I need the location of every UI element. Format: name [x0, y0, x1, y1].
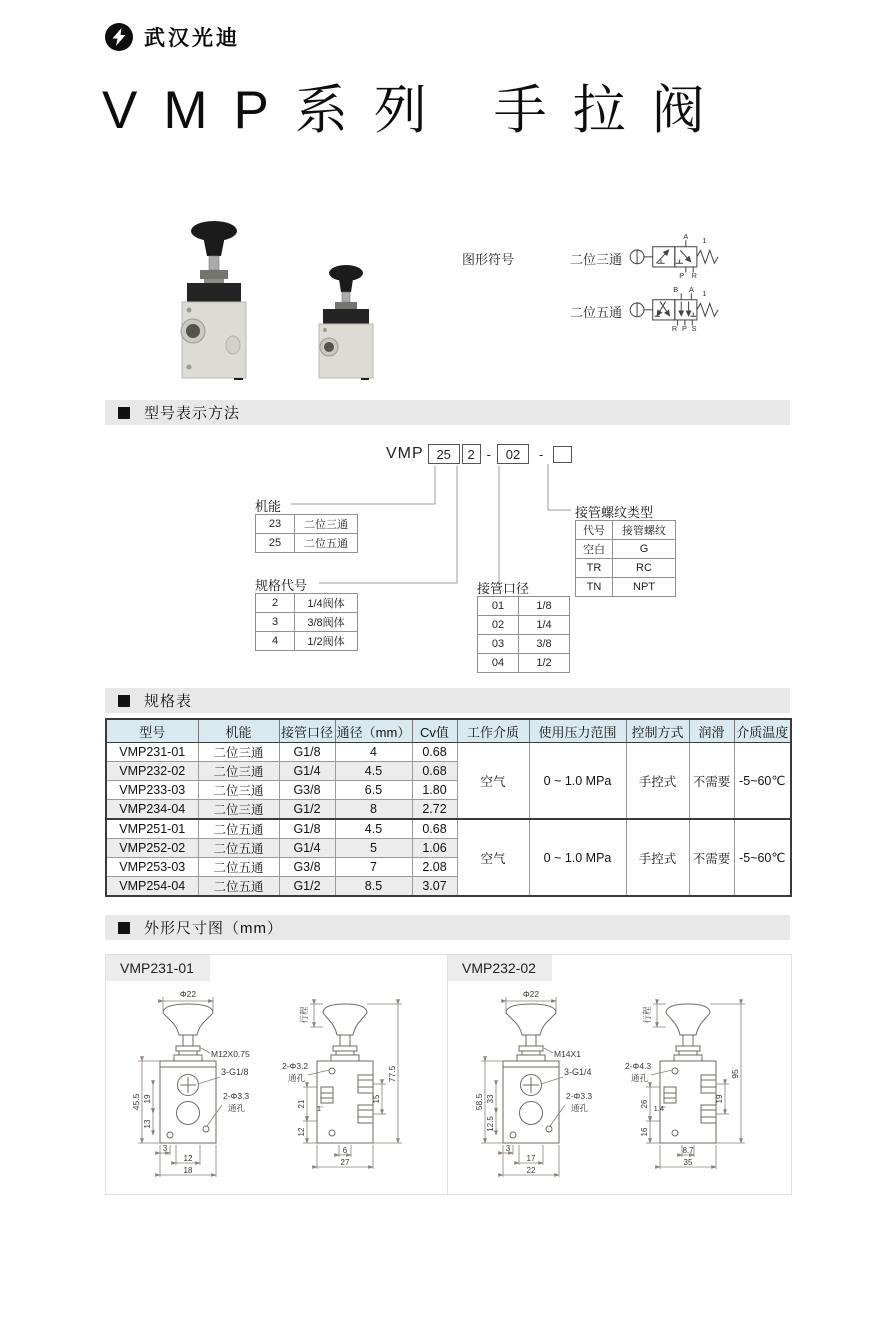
cell: 1.80: [412, 781, 457, 800]
dim-thread-spec: M12X0.75: [211, 1049, 250, 1059]
section-title: 外形尺寸图（mm）: [144, 920, 283, 937]
dim-h2: 16: [640, 1127, 649, 1137]
dim-hole-label: 通孔: [571, 1103, 589, 1113]
cell: 二位三通: [198, 800, 279, 820]
dim-thread-spec: M14X1: [554, 1049, 581, 1059]
dim-total-width: 22: [526, 1166, 536, 1175]
table-row: [576, 559, 676, 578]
brand-name: 武汉光迪: [144, 27, 240, 50]
dim-hole-spec: 2-Φ3.3: [566, 1091, 593, 1101]
symbol-name-3way: 二位三通: [570, 252, 623, 267]
cell: 二位五通: [198, 877, 279, 897]
dim-low-height: 13: [143, 1119, 152, 1129]
cell: 空白: [576, 540, 613, 559]
cell: TR: [576, 559, 613, 578]
cell: 4.5: [335, 762, 412, 781]
cell-lubrication: 不需要: [689, 743, 734, 820]
dim-port-span: 19: [715, 1094, 724, 1104]
cell: 二位三通: [198, 781, 279, 800]
dim-h2: 12: [297, 1127, 306, 1137]
col-header: 型号: [106, 719, 198, 743]
table-row: [256, 594, 358, 613]
symbol-ports-top: B A: [673, 285, 699, 294]
cell: 二位五通: [198, 819, 279, 839]
cell-medium: 空气: [457, 819, 529, 896]
cell: G1/4: [279, 839, 335, 858]
section-title: 规格表: [144, 693, 193, 710]
dim-offset: 3: [162, 1144, 168, 1153]
cell: 04: [478, 654, 519, 673]
col-header: 润滑: [689, 719, 734, 743]
dim-hole-spec: 2-Φ4.3: [625, 1061, 652, 1071]
section-spec-table: [105, 688, 790, 713]
section-dimensions: [105, 915, 790, 940]
dim-low-height: 12.5: [486, 1116, 495, 1132]
dim-b1: 6: [342, 1146, 348, 1155]
cell: 二位五通: [198, 839, 279, 858]
dim-mid-height: 19: [143, 1094, 152, 1104]
cell: 25: [256, 534, 295, 553]
dim-mid-width: 17: [526, 1154, 536, 1163]
cell: 03: [478, 635, 519, 654]
dim-total-width: 18: [183, 1166, 193, 1175]
cell: 23: [256, 515, 295, 534]
symbol-name-5way: 二位五通: [570, 305, 623, 320]
cell: 5: [335, 839, 412, 858]
section-title: 型号表示方法: [144, 405, 241, 422]
code-dash: -: [486, 446, 492, 462]
cell: G1/2: [279, 877, 335, 897]
col-header: 接管口径: [279, 719, 335, 743]
cell-pressure: 0 ~ 1.0 MPa: [529, 743, 626, 820]
cell: 8.5: [335, 877, 412, 897]
section-model-designation: [105, 400, 790, 425]
size-table: [255, 593, 358, 651]
col-header: Cv值: [412, 719, 457, 743]
cell-pressure: 0 ~ 1.0 MPa: [529, 819, 626, 896]
cell: 1.06: [412, 839, 457, 858]
table-row: [256, 534, 358, 553]
cell-control: 手控式: [626, 743, 689, 820]
cell: 3: [256, 613, 295, 632]
dim-stroke-label: 行程: [299, 1006, 309, 1024]
table-row: [478, 597, 570, 616]
dimension-drawing: [453, 987, 783, 1189]
pneumatic-symbol-3way: [628, 232, 740, 278]
cell: TN: [576, 578, 613, 597]
cell: 3/8: [519, 635, 570, 654]
cell: 1/4阀体: [295, 594, 358, 613]
section-bullet-icon: [118, 695, 130, 707]
dim-hole-spec: 2-Φ3.3: [223, 1091, 250, 1101]
cell-control: 手控式: [626, 819, 689, 896]
dim-hole-label: 通孔: [288, 1073, 306, 1083]
cell: VMP231-01: [106, 743, 198, 762]
symbol-position-number: 1: [702, 236, 707, 246]
panel-model-label: VMP231-01: [106, 955, 210, 981]
pneumatic-symbol-5way: [628, 285, 740, 331]
cell: VMP254-04: [106, 877, 198, 897]
dim-offset: 3: [505, 1144, 511, 1153]
cell: 二位五通: [295, 534, 358, 553]
cell-temperature: -5~60℃: [734, 819, 791, 896]
port-table-label: 接管口径: [477, 581, 530, 596]
dim-knob-diameter: Φ22: [179, 989, 197, 999]
dim-hole-label: 通孔: [631, 1073, 649, 1083]
section-bullet-icon: [118, 922, 130, 934]
table-row: [478, 616, 570, 635]
table-row: [576, 540, 676, 559]
cell: 4: [256, 632, 295, 651]
cell: 2.72: [412, 800, 457, 820]
cell: 1/2阀体: [295, 632, 358, 651]
dim-total-height: 45.5: [131, 1093, 141, 1111]
product-photo: [150, 215, 400, 380]
dim-inner: 1.4: [653, 1104, 664, 1113]
table-row: [106, 743, 791, 762]
cell: 3.07: [412, 877, 457, 897]
dim-total-height: 58.5: [474, 1093, 484, 1111]
dim-mid-width: 12: [183, 1154, 193, 1163]
thread-table-label: 接管螺纹类型: [575, 505, 654, 520]
size-code-box: 2: [462, 444, 481, 464]
designation-connector-lines: [105, 440, 790, 680]
cell: 二位三通: [295, 515, 358, 534]
cell: 4.5: [335, 819, 412, 839]
dimension-panel-vmp232: [447, 954, 792, 1195]
dimension-drawing: [110, 987, 440, 1189]
dim-mid-height: 33: [486, 1094, 495, 1104]
brand-header: [104, 22, 240, 52]
col-header: 接管螺纹: [613, 521, 676, 540]
func-code-box: 25: [428, 444, 460, 464]
cell: G3/8: [279, 858, 335, 877]
cell: 1/2: [519, 654, 570, 673]
cell: G: [613, 540, 676, 559]
cell: NPT: [613, 578, 676, 597]
cell: 0.68: [412, 819, 457, 839]
panel-model-label: VMP232-02: [448, 955, 552, 981]
cell: 1/8: [519, 597, 570, 616]
dim-h1: 26: [640, 1099, 649, 1109]
cell: 01: [478, 597, 519, 616]
cell: VMP251-01: [106, 819, 198, 839]
symbol-ports-bottom: P R: [679, 271, 700, 278]
cell: RC: [613, 559, 676, 578]
col-header: 通径（mm）: [335, 719, 412, 743]
cell: G1/4: [279, 762, 335, 781]
cell: G1/8: [279, 819, 335, 839]
cell: G1/8: [279, 743, 335, 762]
dimension-panel-vmp231: [105, 954, 449, 1195]
cell: G3/8: [279, 781, 335, 800]
dim-hole-spec: 2-Φ3.2: [282, 1061, 309, 1071]
cell: VMP253-03: [106, 858, 198, 877]
brand-lightning-icon: [104, 22, 134, 52]
dim-b2: 27: [340, 1158, 350, 1167]
page-title: VMP系列 手拉阀: [102, 81, 731, 140]
symbol-position-number: 1: [702, 289, 707, 299]
table-row: [106, 819, 791, 839]
port-table: [477, 596, 570, 673]
symbol-ports-bottom: R P S: [671, 324, 698, 331]
col-header: 机能: [198, 719, 279, 743]
dim-port-spec: 3-G1/4: [564, 1067, 592, 1077]
model-prefix: VMP: [386, 445, 424, 462]
dim-knob-diameter: Φ22: [522, 989, 540, 999]
cell: 1/4: [519, 616, 570, 635]
dim-b2: 35: [683, 1158, 693, 1167]
cell: 二位五通: [198, 858, 279, 877]
cell: 3/8阀体: [295, 613, 358, 632]
dim-port-spec: 3-G1/8: [221, 1067, 249, 1077]
col-header: 代号: [576, 521, 613, 540]
cell: VMP252-02: [106, 839, 198, 858]
cell: 7: [335, 858, 412, 877]
table-row: [256, 632, 358, 651]
section-bullet-icon: [118, 407, 130, 419]
cell: 0.68: [412, 743, 457, 762]
spec-table: [105, 718, 792, 897]
func-table: [255, 514, 358, 553]
dim-hole-label: 通孔: [228, 1103, 246, 1113]
col-header: 使用压力范围: [529, 719, 626, 743]
cell-lubrication: 不需要: [689, 819, 734, 896]
dim-total: 95: [730, 1069, 740, 1079]
table-row: [256, 515, 358, 534]
dim-inner: 1: [316, 1104, 321, 1113]
cell: 0.68: [412, 762, 457, 781]
dim-b1: 8.7: [682, 1146, 694, 1155]
col-header: 控制方式: [626, 719, 689, 743]
cell: 4: [335, 743, 412, 762]
cell: VMP233-03: [106, 781, 198, 800]
cell: 8: [335, 800, 412, 820]
cell: 2: [256, 594, 295, 613]
table-row: [256, 613, 358, 632]
cell: 02: [478, 616, 519, 635]
dim-h1: 21: [297, 1099, 306, 1109]
symbol-port-top: A: [683, 232, 689, 241]
cell-medium: 空气: [457, 743, 529, 820]
cell: 6.5: [335, 781, 412, 800]
cell: G1/2: [279, 800, 335, 820]
table-row: [478, 635, 570, 654]
spec-header-row: [106, 719, 791, 743]
port-code-box: 02: [497, 444, 529, 464]
code-dash: -: [539, 446, 544, 462]
cell: 二位三通: [198, 743, 279, 762]
col-header: 工作介质: [457, 719, 529, 743]
func-table-label: 机能: [255, 499, 282, 514]
cell-temperature: -5~60℃: [734, 743, 791, 820]
table-row: [576, 521, 676, 540]
table-row: [478, 654, 570, 673]
cell: 2.08: [412, 858, 457, 877]
col-header: 介质温度: [734, 719, 791, 743]
symbols-section-label: 图形符号: [462, 252, 515, 267]
size-table-label: 规格代号: [255, 578, 308, 593]
cell: VMP234-04: [106, 800, 198, 820]
table-row: [576, 578, 676, 597]
thread-table: [575, 520, 676, 597]
dim-port-span: 15: [372, 1094, 381, 1104]
dim-stroke-label: 行程: [642, 1006, 652, 1024]
cell: VMP232-02: [106, 762, 198, 781]
dim-total: 77.5: [387, 1065, 397, 1083]
cell: 二位三通: [198, 762, 279, 781]
